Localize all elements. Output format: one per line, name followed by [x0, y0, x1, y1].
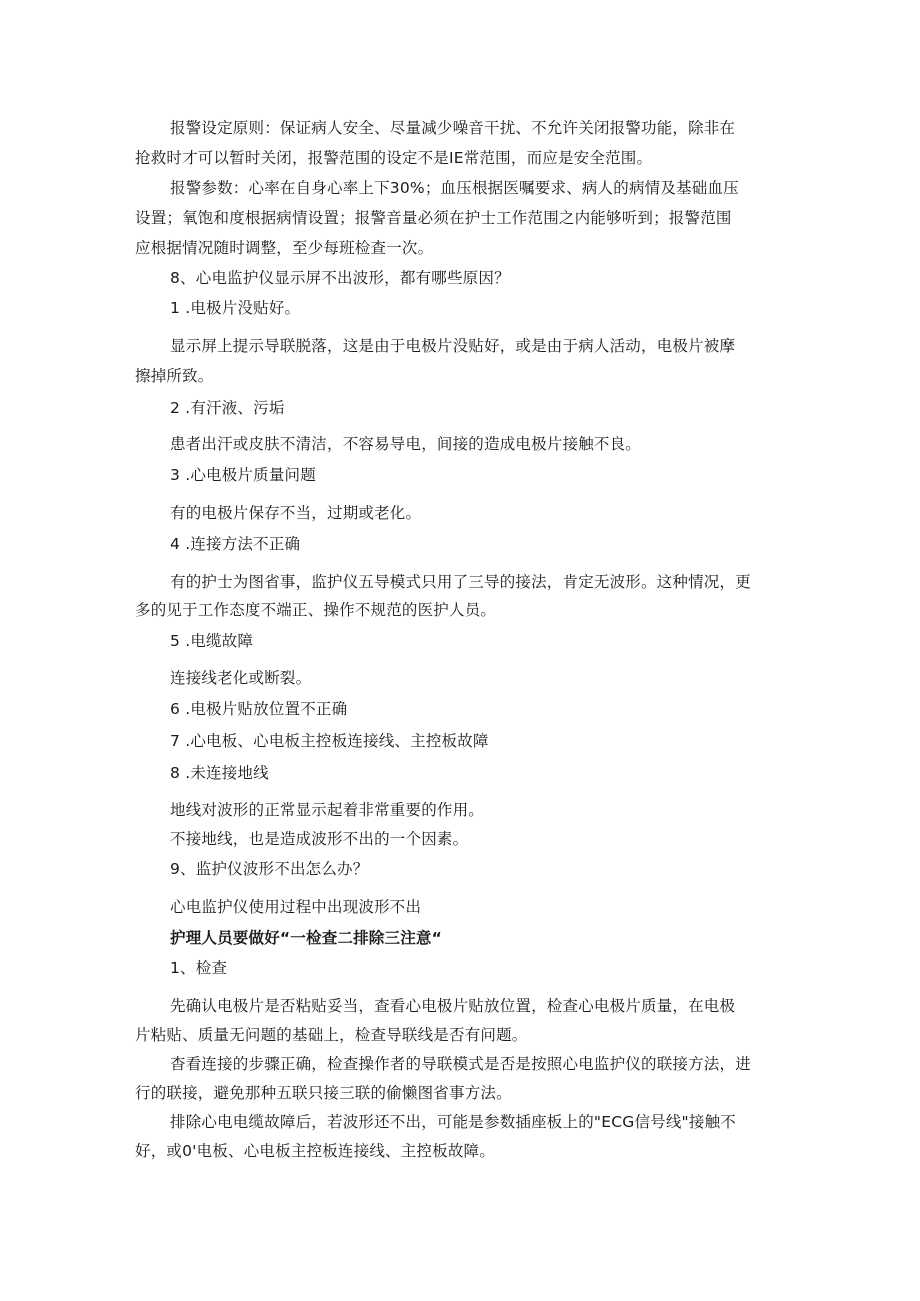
item-5-heading: 5 .电缆故障: [170, 632, 254, 650]
item-4-heading: 4 .连接方法不正确: [170, 535, 301, 553]
item-3-text: 有的电极片保存不当，过期或老化。: [170, 504, 422, 522]
paragraph-alarm-params-line-1: 报警参数：心率在自身心率上下30%；血压根据医嘱要求、病人的病情及基础血压: [170, 179, 739, 197]
item-1-text-line-2: 擦掉所致。: [135, 367, 214, 385]
step-1-text-line-1: 先确认电极片是否粘贴妥当，查看心电极片贴放位置，检查心电极片质量，在电极: [170, 997, 736, 1015]
item-1-heading: 1 .电极片没贴好。: [170, 299, 301, 317]
cable-fault-line-2: 好，或0'电板、心电板主控板连接线、主控板故障。: [135, 1142, 495, 1160]
item-5-text: 连接线老化或断裂。: [170, 669, 312, 687]
question-9-intro: 心电监护仪使用过程中出现波形不出: [170, 898, 422, 916]
step-1-heading: 1、检查: [170, 959, 228, 977]
cable-fault-line-1: 排除心电电缆故障后，若波形还不出，可能是参数插座板上的"ECG信号线"接触不: [170, 1113, 736, 1131]
item-4-text-line-1: 有的护士为图省事，监护仪五导模式只用了三导的接法，肯定无波形。这种情况，更: [170, 573, 751, 591]
connection-check-line-1: 杳看连接的步骤正确，检查操作者的导联模式是否是按照心电监护仪的联接方法，进: [170, 1055, 751, 1073]
heading-question-9: 9、监护仪波形不出怎么办？: [170, 860, 369, 878]
item-2-text: 患者出汗或皮肤不清洁，不容易导电，间接的造成电极片接触不良。: [170, 435, 642, 453]
item-3-heading: 3 .心电极片质量问题: [170, 466, 316, 484]
step-1-text-line-2: 片粘贴、质量无问题的基础上，检查导联线是否有问题。: [135, 1026, 528, 1044]
item-6-heading: 6 .电极片贴放位置不正确: [170, 700, 348, 718]
item-2-heading: 2 .有汗液、污垢: [170, 399, 285, 417]
heading-question-8: 8、心电监护仪显示屏不出波形，都有哪些原因？: [170, 269, 510, 287]
question-9-bold-summary: 护理人员要做好“一检查二排除三注意“: [170, 929, 442, 947]
paragraph-alarm-params-line-3: 应根据情况随时调整，至少每班检查一次。: [135, 239, 434, 257]
paragraph-alarm-principle-line-2: 抢救时才可以暂时关闭，报警范围的设定不是IE常范围，而应是安全范围。: [135, 149, 653, 167]
item-4-text-line-2: 多的见于工作态度不端正、操作不规范的医护人员。: [135, 601, 497, 619]
item-1-text-line-1: 显示屏上提示导联脱落，这是由于电极片没贴好，或是由于病人活动，电极片被摩: [170, 337, 736, 355]
item-8-heading: 8 .未连接地线: [170, 764, 269, 782]
item-7-heading: 7 .心电板、心电板主控板连接线、主控板故障: [170, 732, 489, 750]
connection-check-line-2: 行的联接，避免那种五联只接三联的偷懒图省事方法。: [135, 1084, 512, 1102]
paragraph-alarm-params-line-2: 设置；氧饱和度根据病情设置；报警音量必须在护士工作范围之内能够听到；报警范围: [135, 209, 732, 227]
item-8-text-line-2: 不接地线，也是造成波形不出的一个因素。: [170, 830, 469, 848]
paragraph-alarm-principle-line-1: 报警设定原则：保证病人安全、尽量减少噪音干扰、不允许关闭报警功能，除非在: [170, 119, 736, 137]
item-8-text-line-1: 地线对波形的正常显示起着非常重要的作用。: [170, 801, 485, 819]
